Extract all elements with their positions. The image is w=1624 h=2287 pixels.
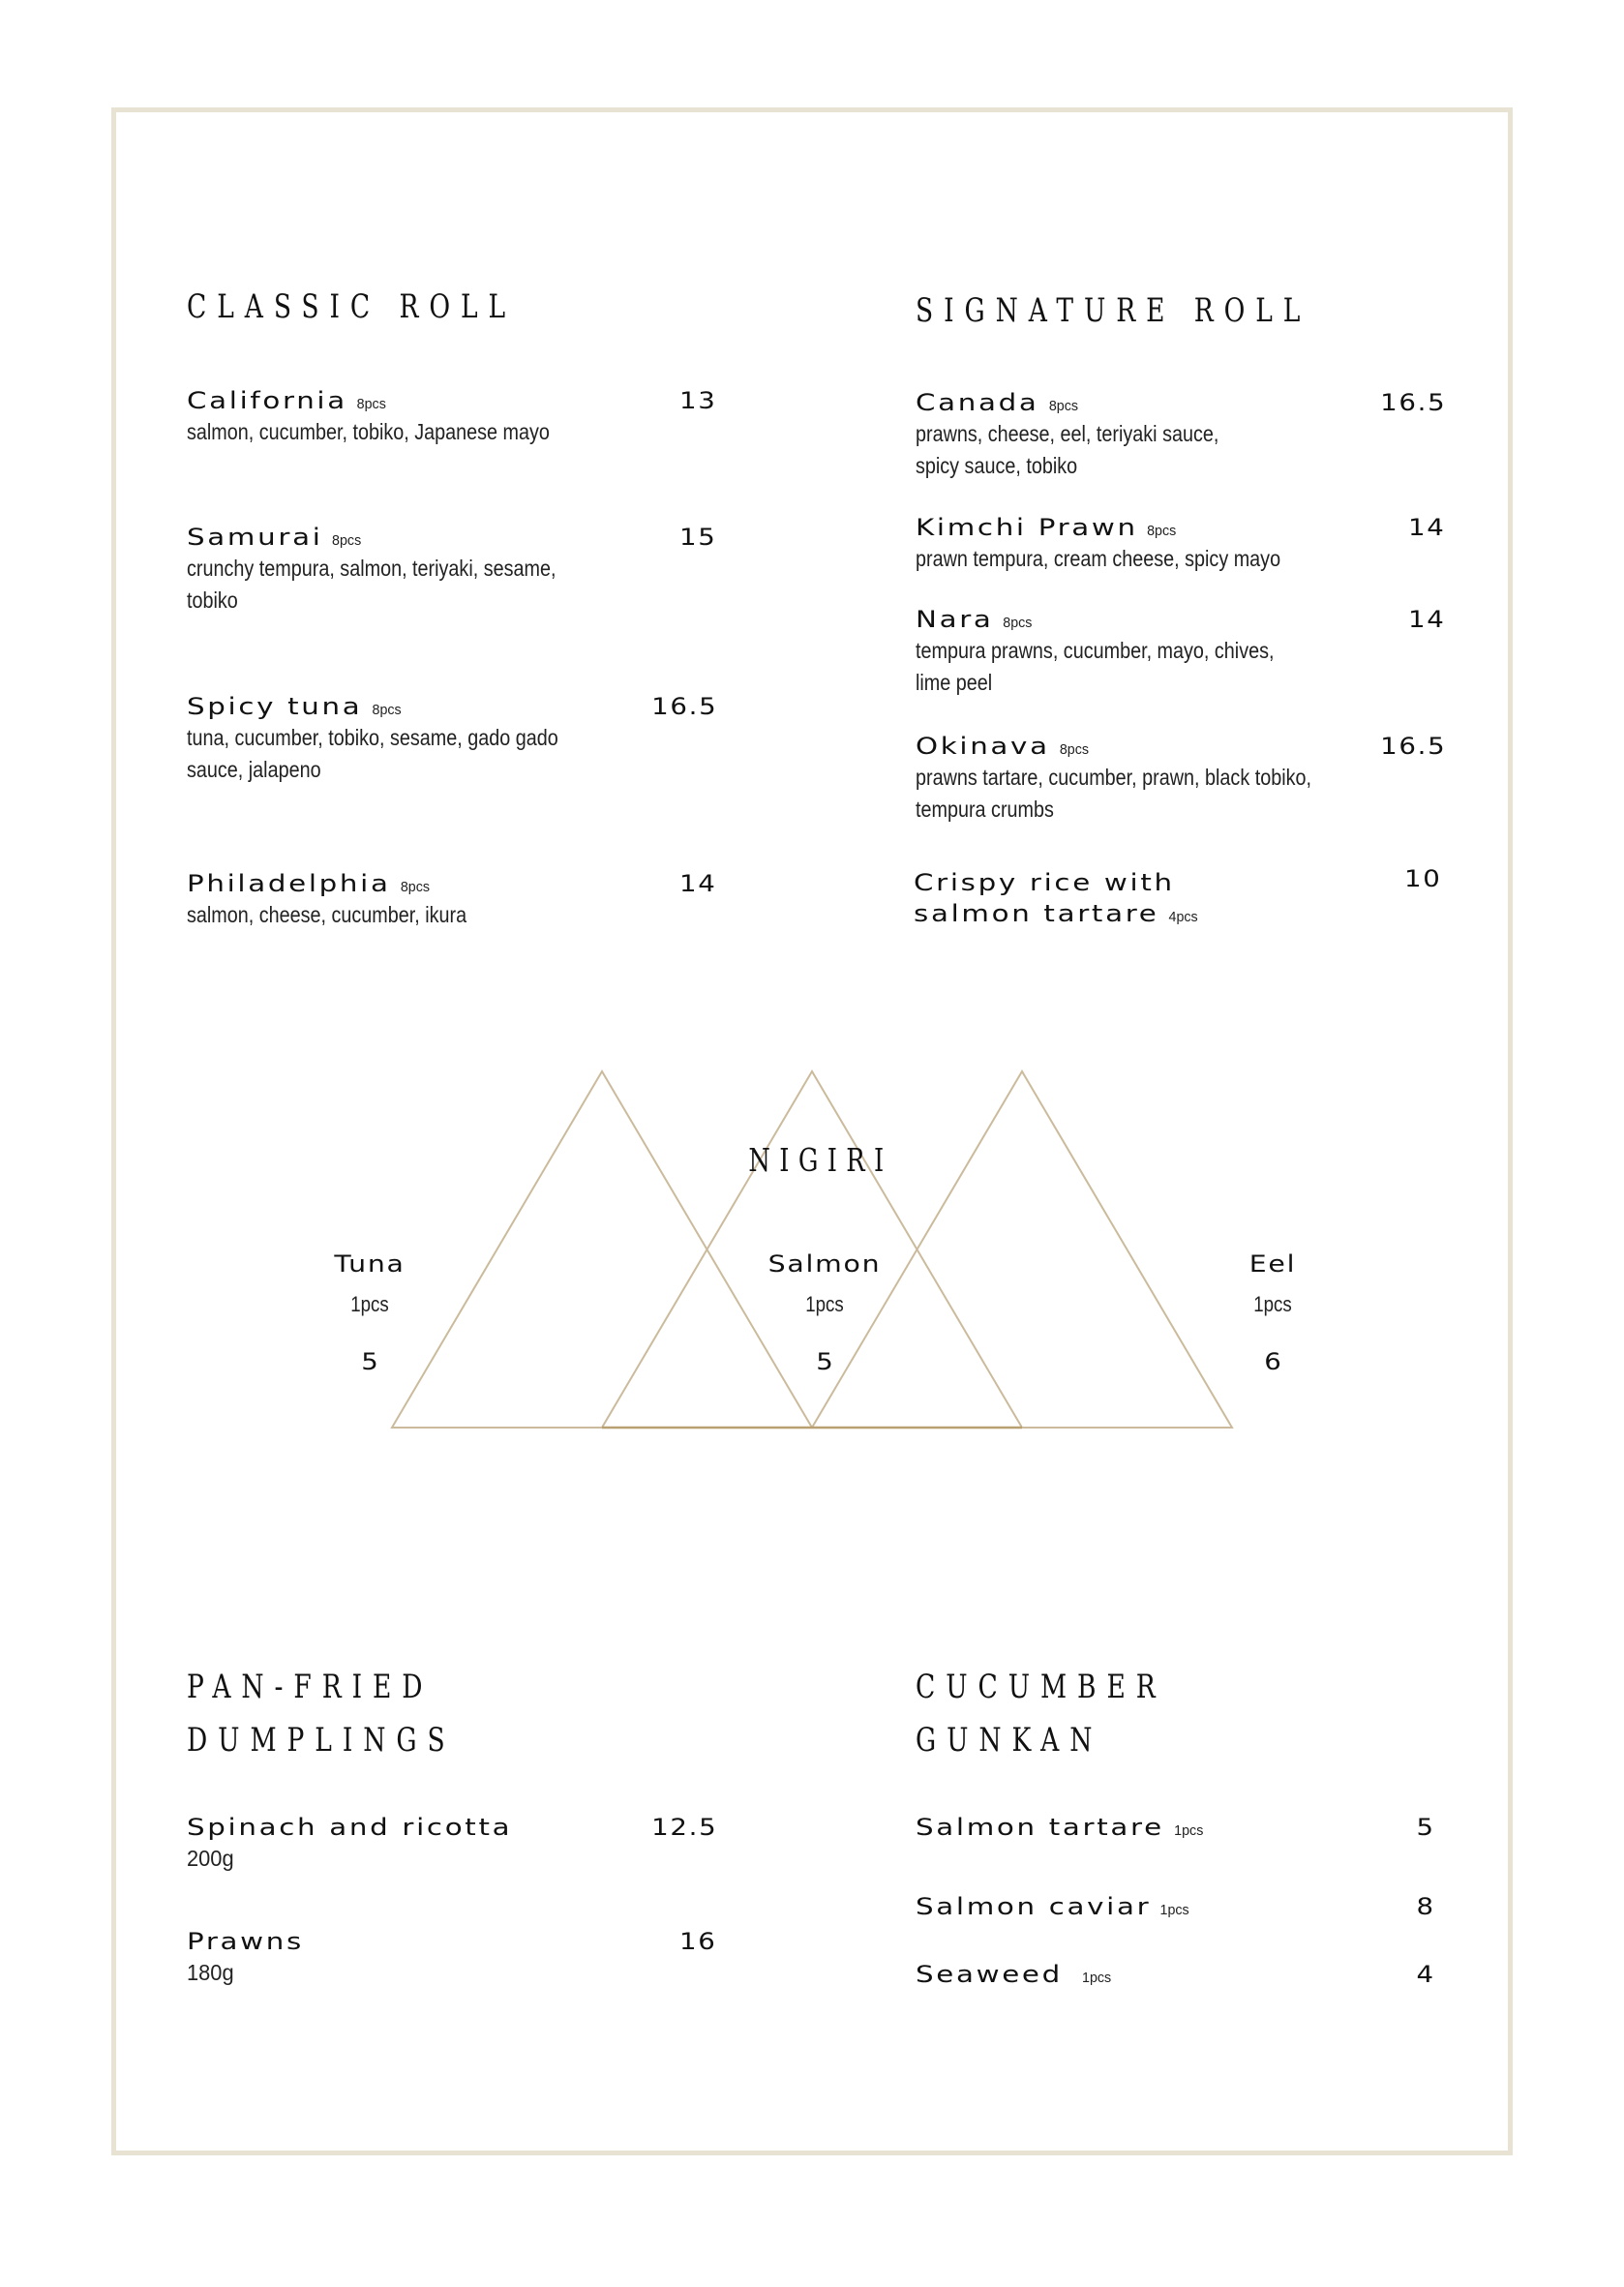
item-description: salmon, cheese, cucumber, ikura	[187, 902, 467, 927]
item-pieces: 8pcs	[356, 396, 386, 412]
item-pieces: 1pcs	[1081, 1970, 1111, 1986]
item-description: salmon, cucumber, tobiko, Japanese mayo	[187, 419, 550, 444]
triangle-center	[602, 1071, 1022, 1428]
item-price: 12.5	[650, 1814, 717, 1841]
item-name: Samurai	[187, 524, 323, 551]
section-title-cucumber-gunkan: CUCUMBER GUNKAN	[916, 1668, 1166, 1760]
nigiri-item-salmon	[728, 1252, 921, 1373]
item-price: 16.5	[650, 693, 717, 720]
item-price: 10	[1404, 865, 1442, 892]
item-pieces: 4pcs	[1168, 909, 1198, 925]
item-price: 13	[679, 387, 717, 414]
item-pieces: 8pcs	[1003, 615, 1033, 631]
item-description: crunchy tempura, salmon, teriyaki, sesame, tobiko	[187, 556, 556, 613]
item-price: 6	[1264, 1348, 1281, 1375]
item-description: tuna, cucumber, tobiko, sesame, gado gado sauce, jalapeno	[187, 725, 558, 782]
item-price: 16	[679, 1928, 717, 1955]
item-weight: 200g	[187, 1846, 234, 1871]
item-description: prawn tempura, cream cheese, spicy mayo	[916, 546, 1281, 571]
section-title-pan-fried-dumplings: PAN-FRIED DUMPLINGS	[187, 1668, 456, 1760]
item-pieces: 1pcs	[1173, 1822, 1203, 1839]
item-pieces: 8pcs	[1048, 398, 1078, 414]
item-price: 5	[1416, 1814, 1435, 1841]
item-name: Canada	[916, 389, 1039, 416]
triangle-right	[812, 1071, 1232, 1428]
item-pieces: 1pcs	[350, 1292, 389, 1316]
item-name: Salmon	[767, 1250, 882, 1278]
item-price: 14	[1408, 606, 1446, 633]
item-pieces: 8pcs	[372, 702, 402, 718]
item-name: Nara	[916, 606, 994, 633]
nigiri-item-eel	[1176, 1252, 1369, 1373]
item-description: prawns, cheese, eel, teriyaki sauce, spicy sauce, tobiko	[916, 421, 1219, 478]
item-price: 8	[1416, 1893, 1435, 1920]
item-name: California	[187, 387, 347, 414]
item-pieces: 8pcs	[1059, 741, 1089, 758]
item-price: 5	[816, 1348, 833, 1375]
item-price: 4	[1416, 1961, 1435, 1988]
item-name-line-2: salmon tartare	[914, 900, 1159, 927]
item-name: Okinava	[916, 733, 1050, 760]
item-description: tempura prawns, cucumber, mayo, chives, lime peel	[916, 638, 1275, 695]
section-title-signature-roll: SIGNATURE ROLL	[916, 291, 1311, 330]
item-pieces: 8pcs	[1147, 523, 1177, 539]
item-price: 14	[679, 870, 717, 897]
item-pieces: 1pcs	[805, 1292, 844, 1316]
item-name: Salmon tartare	[916, 1814, 1164, 1841]
item-name: Eel	[1248, 1250, 1297, 1278]
item-price: 16.5	[1379, 389, 1446, 416]
item-pieces: 1pcs	[1253, 1292, 1292, 1316]
item-name-line-1: Crispy rice with	[914, 869, 1175, 896]
item-price: 15	[679, 524, 717, 551]
nigiri-item-tuna	[273, 1252, 466, 1373]
item-name: Salmon caviar	[916, 1893, 1152, 1920]
item-price: 5	[361, 1348, 378, 1375]
item-pieces: 8pcs	[332, 532, 362, 549]
item-name: Prawns	[187, 1928, 304, 1955]
item-name: Seaweed	[916, 1961, 1063, 1988]
item-weight: 180g	[187, 1960, 234, 1985]
item-name: Spinach and ricotta	[187, 1814, 513, 1841]
item-pieces: 1pcs	[1160, 1902, 1190, 1918]
item-name: Tuna	[334, 1250, 406, 1278]
item-name: Kimchi Prawn	[916, 514, 1138, 541]
triangle-left	[392, 1071, 812, 1428]
section-title-classic-roll: CLASSIC ROLL	[187, 287, 517, 326]
item-description: prawns tartare, cucumber, prawn, black tobiko, tempura crumbs	[916, 765, 1311, 822]
item-name: Philadelphia	[187, 870, 391, 897]
item-price: 14	[1408, 514, 1446, 541]
item-price: 16.5	[1379, 733, 1446, 760]
item-name: Spicy tuna	[187, 693, 363, 720]
section-title-nigiri: NIGIRI	[748, 1141, 893, 1179]
item-pieces: 8pcs	[400, 879, 430, 895]
